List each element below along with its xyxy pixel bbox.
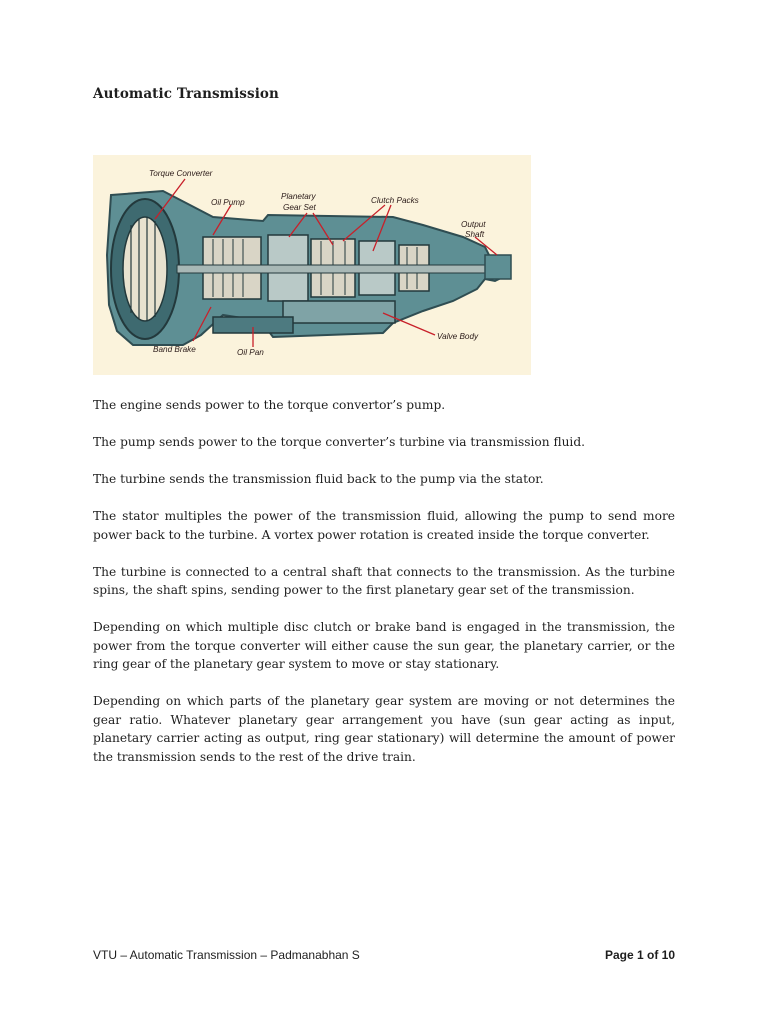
page-number: Page 1 of 10 — [604, 948, 675, 962]
label-shaft: Shaft — [465, 230, 485, 239]
paragraph: The engine sends power to the torque convertor’s pump. — [93, 398, 446, 412]
paragraph: Depending on which multiple disc clutch or brake band is engaged in the transmission, the power from the torque converter will either cause the sun gear, the planetary carrier, or the ring gear of the planetary gear system to move or stay stationary. — [93, 620, 675, 672]
label-torque-converter: Torque Converter — [149, 169, 213, 178]
label-valve-body: Valve Body — [437, 332, 479, 341]
label-planetary: Planetary — [281, 192, 316, 201]
label-oil-pump: Oil Pump — [211, 198, 245, 207]
paragraph: The stator multiples the power of the transmission fluid, allowing the pump to send more power back to the turbine. A vortex power rotation is created inside the torque converter. — [93, 508, 675, 542]
label-gear-set: Gear Set — [283, 203, 316, 212]
paragraph: The pump sends power to the torque converter’s turbine via transmission fluid. — [93, 434, 585, 449]
body-text — [93, 396, 675, 785]
transmission-illustration — [93, 155, 531, 375]
valve-body-shape — [283, 301, 395, 323]
paragraph: The turbine is connected to a central shaft that connects to the transmission. As the turbine spins, the shaft spins, sending power to the first planetary gear set of the transmission. — [93, 564, 675, 598]
label-band-brake: Band Brake — [153, 345, 196, 354]
page-footer — [93, 948, 675, 962]
footer-left-text: VTU – Automatic Transmission – Padmanabhan S — [93, 948, 360, 962]
label-clutch-packs: Clutch Packs — [371, 196, 419, 205]
transmission-cutaway-figure — [93, 155, 531, 375]
label-output: Output — [461, 220, 486, 229]
page-title: Automatic Transmission — [93, 86, 279, 102]
paragraph: The turbine sends the transmission fluid back to the pump via the stator. — [93, 471, 544, 486]
paragraph: Depending on which parts of the planetary gear system are moving or not determines the gear ratio. Whatever planetary gear arrangement you have (sun gear acting as input, planetary carrier acting as output, ring gear stationary) will determine the amount of power the transmission sends to the rest of the drive train. — [93, 694, 675, 765]
label-oil-pan: Oil Pan — [237, 348, 264, 357]
